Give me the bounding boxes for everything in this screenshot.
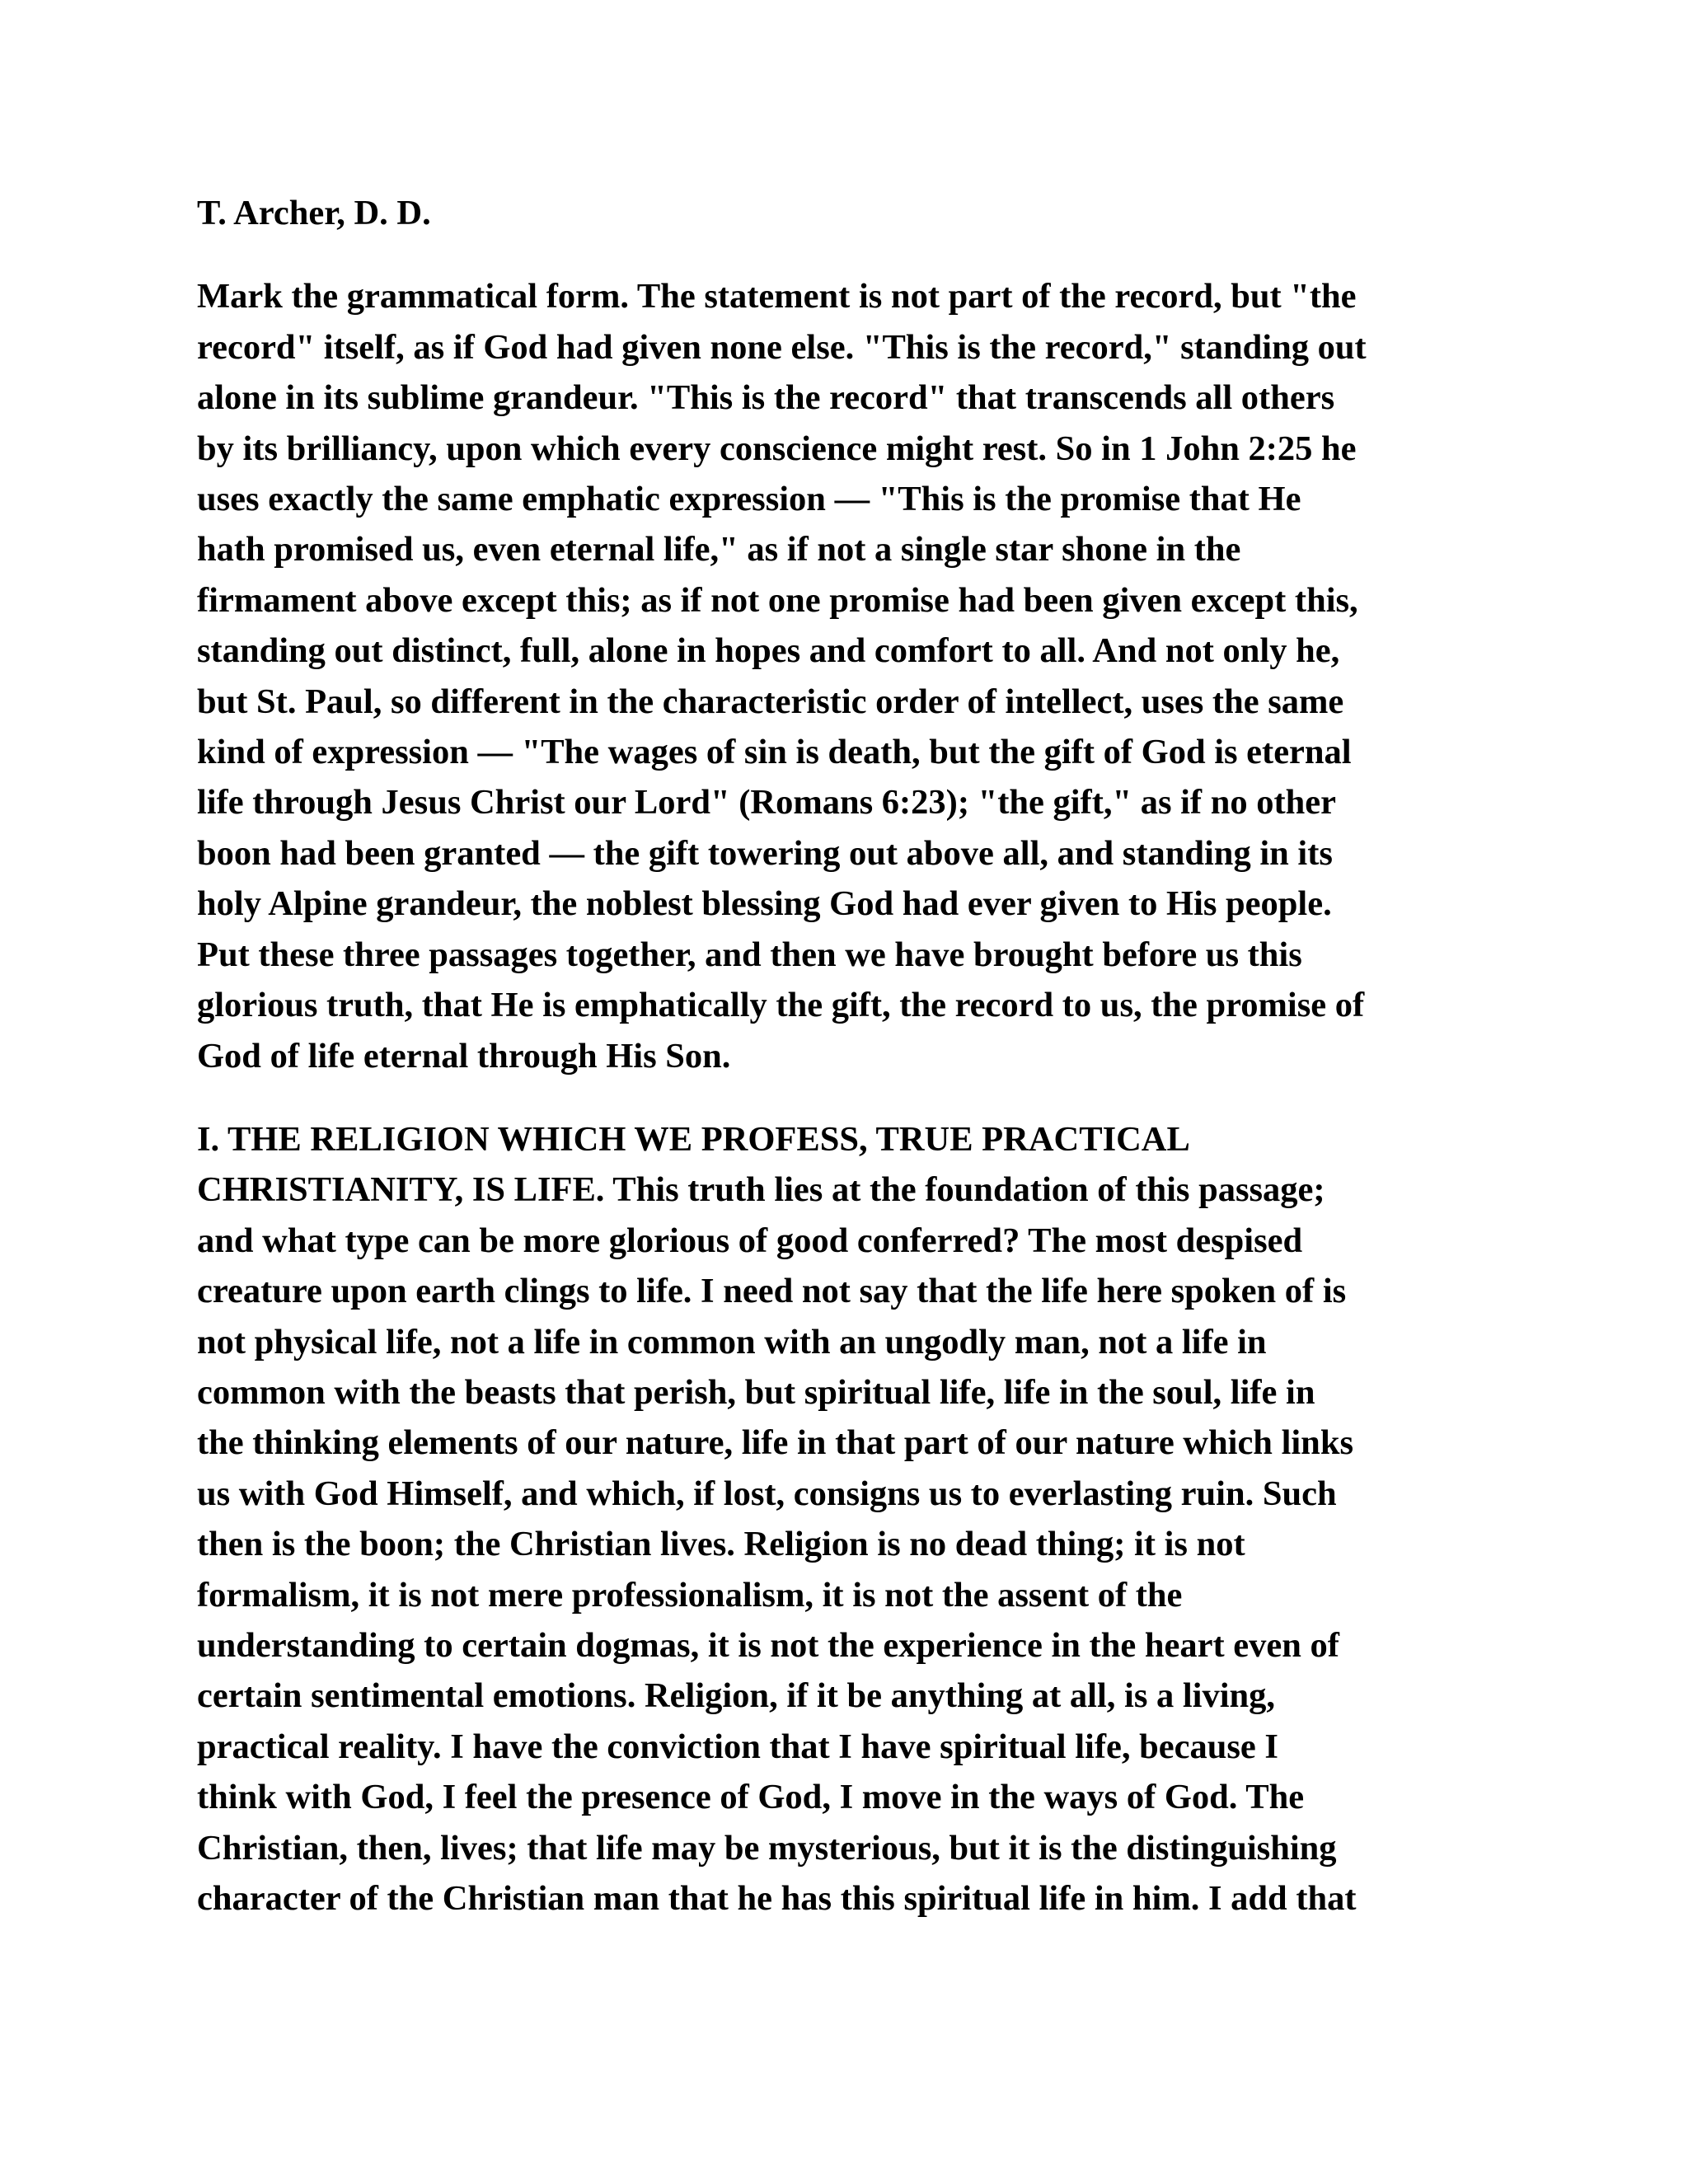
text-line: by its brilliancy, upon which every conscience might rest. So in 1 John 2:25 he [197, 429, 1357, 468]
text-line: Christian, then, lives; that life may be mysterious, but it is the distinguishing [197, 1828, 1337, 1868]
text-line: CHRISTIANITY, IS LIFE. This truth lies at the foundation of this passage; [197, 1170, 1325, 1210]
text-line: understanding to certain dogmas, it is not the experience in the heart even of [197, 1625, 1339, 1665]
text-line: then is the boon; the Christian lives. Religion is no dead thing; it is not [197, 1525, 1245, 1564]
text-line: standing out distinct, full, alone in hopes and comfort to all. And not only he, [197, 631, 1340, 671]
author-line: T. Archer, D. D. [197, 194, 431, 232]
text-line: record" itself, as if God had given none else. "This is the record," standing out [197, 327, 1367, 367]
paragraph-record [197, 271, 1483, 1081]
text-line: but St. Paul, so different in the characteristic order of intellect, uses the same [197, 682, 1344, 721]
document-body [197, 188, 1483, 1957]
text-line: boon had been granted — the gift towering out above all, and standing in its [197, 833, 1333, 873]
text-line: practical reality. I have the conviction that I have spiritual life, because I [197, 1727, 1278, 1766]
text-line: life through Jesus Christ our Lord" (Romans 6:23); "the gift," as if no other [197, 783, 1336, 823]
text-line: Mark the grammatical form. The statement is not part of the record, but "the [197, 277, 1357, 316]
text-line: Put these three passages together, and then we have brought before us this [197, 935, 1302, 974]
text-line: creature upon earth clings to life. I need not say that the life here spoken of is [197, 1272, 1347, 1311]
text-line: character of the Christian man that he has this spiritual life in him. I add that [197, 1879, 1357, 1918]
text-line: kind of expression — "The wages of sin is death, but the gift of God is eternal [197, 733, 1352, 772]
paragraph-religion-is-life [197, 1114, 1483, 1924]
text-line: firmament above except this; as if not one promise had been given except this, [197, 580, 1358, 620]
text-line: us with God Himself, and which, if lost, consigns us to everlasting ruin. Such [197, 1474, 1337, 1513]
text-line: hath promised us, even eternal life," as if not a single star shone in the [197, 530, 1241, 569]
text-line: God of life eternal through His Son. [197, 1036, 731, 1076]
text-line: formalism, it is not mere professionalism, it is not the assent of the [197, 1575, 1183, 1615]
text-line: common with the beasts that perish, but spiritual life, life in the soul, life in [197, 1372, 1315, 1412]
text-line: and what type can be more glorious of good conferred? The most despised [197, 1221, 1303, 1260]
text-line: I. THE RELIGION WHICH WE PROFESS, TRUE PRACTICAL [197, 1119, 1190, 1159]
text-line: glorious truth, that He is emphatically the gift, the record to us, the promise of [197, 986, 1365, 1025]
text-line: uses exactly the same emphatic expression — "This is the promise that He [197, 480, 1301, 519]
text-line: holy Alpine grandeur, the noblest blessing God had ever given to His people. [197, 884, 1332, 924]
text-line: think with God, I feel the presence of God, I move in the ways of God. The [197, 1778, 1305, 1817]
text-line: the thinking elements of our nature, life in that part of our nature which links [197, 1423, 1353, 1463]
text-line: not physical life, not a life in common with an ungodly man, not a life in [197, 1322, 1267, 1361]
text-line: certain sentimental emotions. Religion, if it be anything at all, is a living, [197, 1676, 1276, 1716]
text-line: alone in its sublime grandeur. "This is the record" that transcends all others [197, 378, 1335, 418]
